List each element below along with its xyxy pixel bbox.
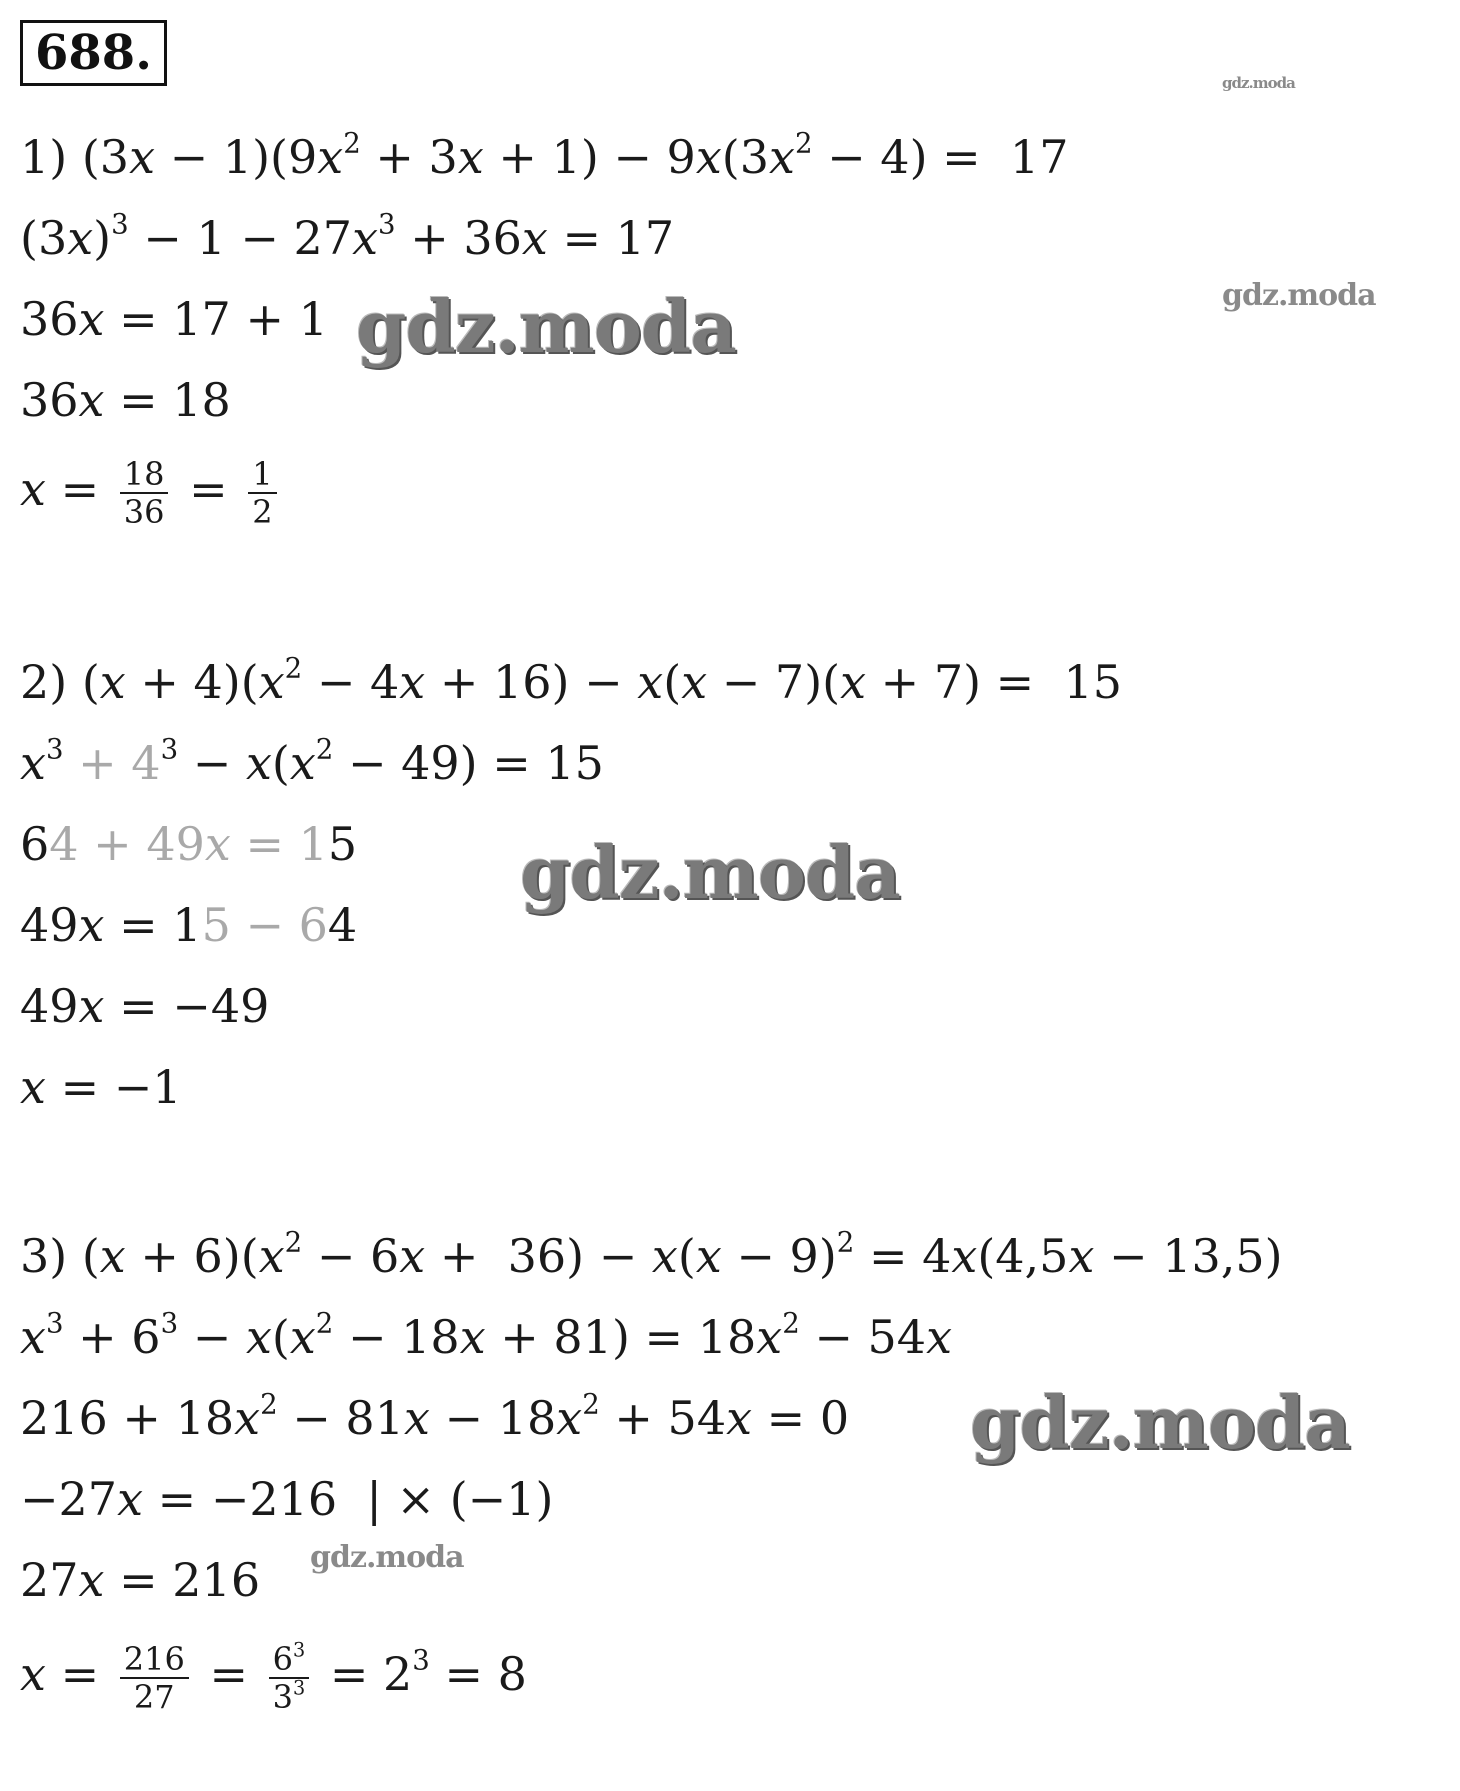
part3-line-2: $x^3 + 6^3 - x(x^2 - 18x + 81) = 18x^2 - 54x$ <box>20 1306 953 1364</box>
part3-line-1: 3) $(x + 6)(x^2 - 6x + 36) - x(x - 9)^2 = 4x(4,5x - 13,5)$ <box>20 1225 1283 1283</box>
part1-line-4: 36x = 18 <box>20 373 231 427</box>
part3-line-3: $216 + 18x^2 - 81x - 18x^2 + 54x = 0$ <box>20 1387 850 1445</box>
part1-line-5: x = $\frac{18}{36}$ = $\frac{1}{2}$ <box>20 456 283 530</box>
part2-line-5: 49x = −49 <box>20 979 270 1033</box>
part2-line-1: 2) $(x + 4)(x^2 - 4x + 16) - x(x - 7)(x + 7) = 15$ <box>20 651 1122 709</box>
fraction-18-36: $\frac{18}{36}$ <box>120 456 169 530</box>
watermark-small-top: gdz.moda <box>1222 74 1295 92</box>
watermark-mid-right: gdz.moda <box>1222 278 1376 313</box>
fraction-6cubed-3cubed: $\frac{6^3}{3^3}$ <box>269 1641 310 1715</box>
fraction-1-2: $\frac{1}{2}$ <box>248 456 276 530</box>
part1-line-2: $(3x)^3 - 1 - 27x^3 + 36x = 17$ <box>20 207 675 265</box>
part2-line-6: x = −1 <box>20 1060 182 1114</box>
part3-line-6: x = $\frac{216}{27}$ = $\frac{6^3}{3^3}$ = $2^3 = 8$ <box>20 1638 527 1716</box>
problem-number-badge: 688. <box>20 20 167 86</box>
part1-line-3: 36x = 17 + 1 <box>20 292 328 346</box>
watermark-big-3: gdz.moda <box>970 1380 1350 1465</box>
watermark-mid-bottom: gdz.moda <box>310 1540 464 1575</box>
part3-line-4: −27x = −216 | × (−1) <box>20 1472 554 1526</box>
watermark-big-2: gdz.moda <box>520 830 900 915</box>
part2-line-4: 49x = 15 − 64 <box>20 898 358 952</box>
part2-line-3: 64 + 49x = 15 <box>20 817 358 871</box>
fraction-216-27: $\frac{216}{27}$ <box>120 1641 189 1715</box>
part3-line-5: 27x = 216 <box>20 1553 261 1607</box>
part2-line-2: $x^3 + 4^3 - x(x^2 - 49) = 15$ <box>20 732 604 790</box>
watermark-big-1: gdz.moda <box>356 284 736 369</box>
part1-line-1: 1) $(3x - 1)(9x^2 + 3x + 1) - 9x(3x^2 - 4) = 17$ <box>20 126 1069 184</box>
